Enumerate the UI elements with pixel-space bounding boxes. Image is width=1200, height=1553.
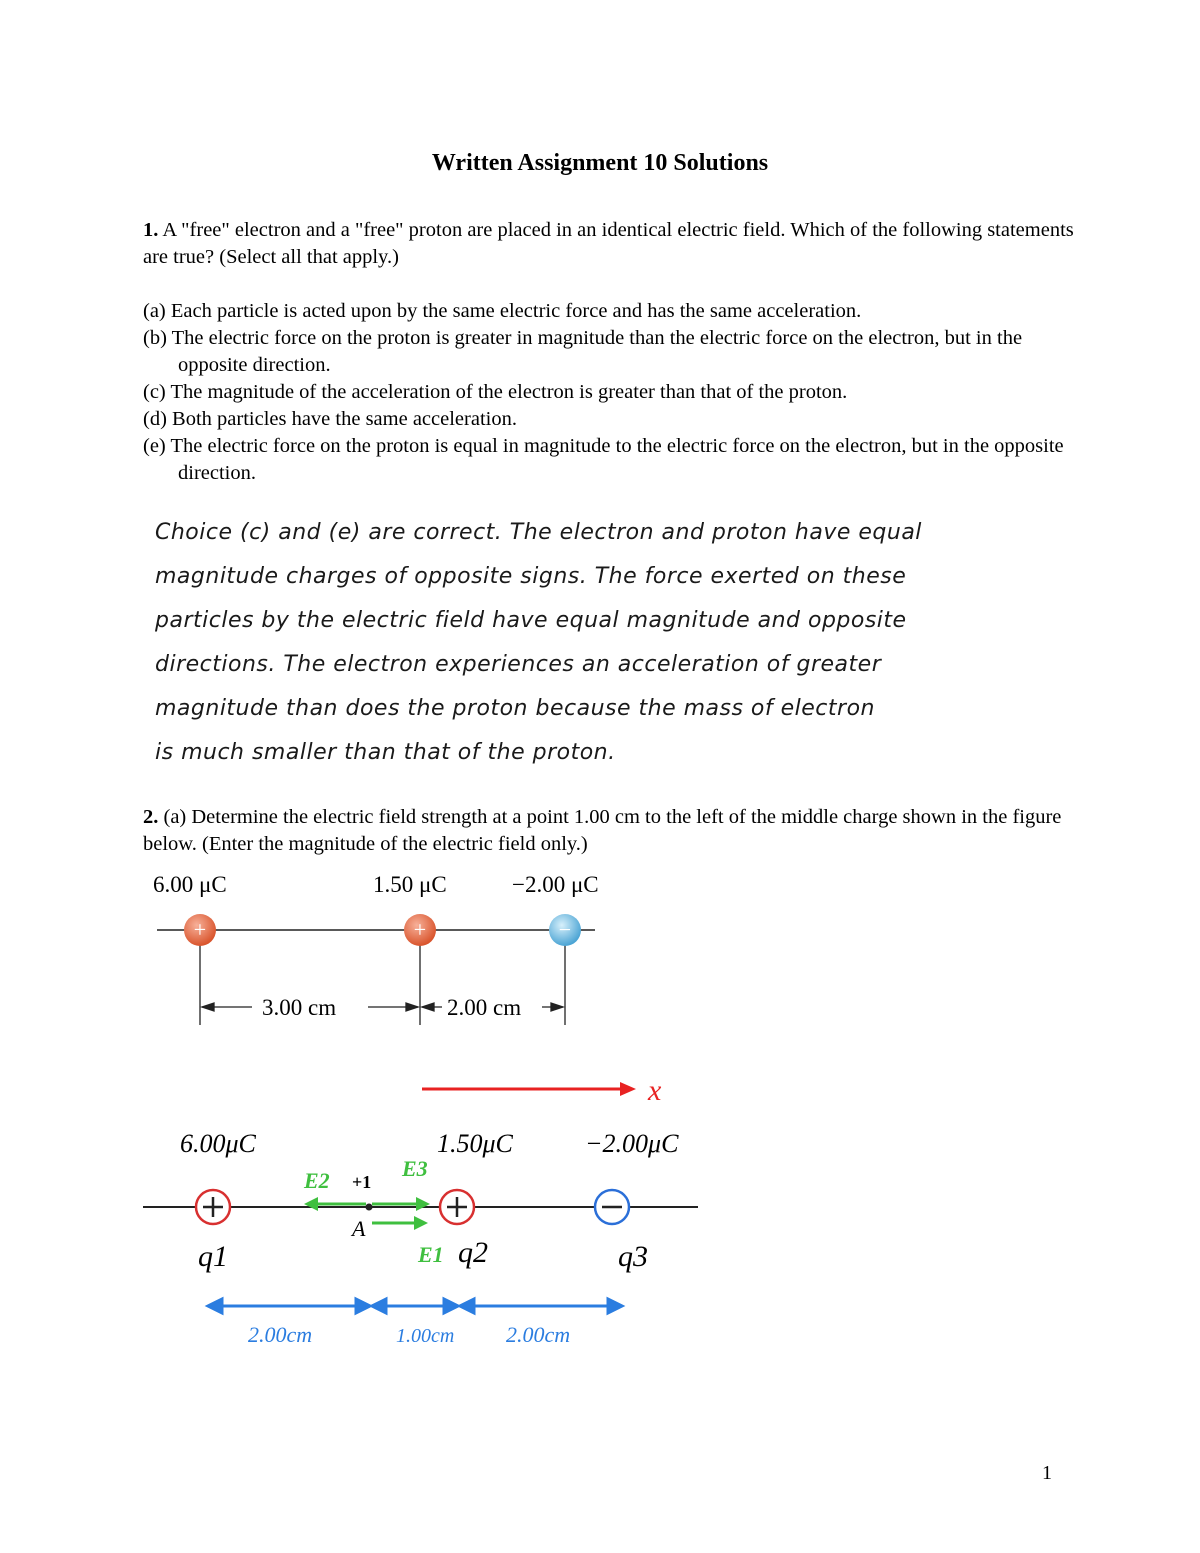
option-b: (b) The electric force on the proton is greater in magnitude than the electric force on the electron, but in the opposite direction. [143, 327, 1023, 376]
distance-label-a-q2: 1.00cm [396, 1325, 455, 1347]
option-d: (d) Both particles have the same acceleration. [143, 408, 517, 430]
distance-label-2: 2.00 cm [447, 995, 522, 1020]
q1-label: q1 [198, 1240, 228, 1273]
question-1-text: A "free" electron and a "free" proton are placed in an identical electric field. Which of the following statements are true? (Select all that apply.) [143, 219, 1074, 268]
e2-label: E2 [304, 1168, 330, 1193]
charge-diagram [140, 865, 640, 1035]
field-diagram [140, 1070, 700, 1360]
q1-circle [196, 1190, 230, 1224]
e3-arrow [372, 1197, 430, 1211]
test-charge-label: +1 [352, 1172, 372, 1192]
charge-label-3: −2.00 μC [512, 872, 599, 897]
e3-label: E3 [402, 1156, 428, 1181]
x-axis-label: x [648, 1074, 662, 1107]
positive-charge-2 [404, 914, 436, 946]
question-2 [143, 804, 1083, 858]
q3-value: −2.00μC [585, 1129, 679, 1158]
charge-label-1: 6.00 μC [153, 872, 227, 897]
option-e: (e) The electric force on the proton is equal in magnitude to the electric force on the electron, but in the opposite direction. [143, 435, 1064, 484]
negative-charge-3 [549, 914, 581, 946]
page-number: 1 [1042, 1462, 1052, 1484]
svg-text:+: + [413, 917, 427, 942]
x-axis-arrow [422, 1082, 636, 1096]
handwritten-line-2: magnitude charges of opposite signs. The force exerted on these [155, 564, 907, 589]
e2-arrow [304, 1197, 366, 1211]
handwritten-line-5: magnitude than does the proton because the mass of electron [155, 696, 875, 721]
q2-label: q2 [458, 1236, 488, 1269]
charge-label-2: 1.50 μC [373, 872, 447, 897]
handwritten-line-3: particles by the electric field have equal magnitude and opposite [155, 608, 907, 633]
option-c: (c) The magnitude of the acceleration of the electron is greater than that of the proton. [143, 381, 848, 403]
e1-arrow [372, 1216, 428, 1230]
svg-text:−: − [558, 917, 572, 942]
q2-circle [440, 1190, 474, 1224]
handwritten-line-1: Choice (c) and (e) are correct. The electron and proton have equal [155, 520, 922, 545]
q1-value: 6.00μC [180, 1129, 256, 1158]
point-a [366, 1204, 373, 1211]
svg-text:+: + [193, 917, 207, 942]
distance-arrows [208, 1299, 622, 1313]
question-1 [143, 217, 1083, 271]
option-a: (a) Each particle is acted upon by the same electric force and has the same acceleration. [143, 300, 862, 322]
handwritten-line-6: is much smaller than that of the proton. [155, 740, 616, 765]
page-title: Written Assignment 10 Solutions [431, 150, 769, 176]
point-a-label: A [352, 1216, 366, 1241]
question-1-number: 1. [143, 219, 159, 241]
question-2-number: 2. [143, 806, 159, 828]
q3-label: q3 [618, 1240, 648, 1273]
handwritten-line-4: directions. The electron experiences an acceleration of greater [155, 652, 882, 677]
question-2-text: (a) Determine the electric field strength at a point 1.00 cm to the left of the middle charge shown in the figure below. (Enter the magnitude of the electric field only.) [143, 806, 1062, 855]
e1-label: E1 [418, 1242, 444, 1267]
positive-charge-1 [184, 914, 216, 946]
q3-circle [595, 1190, 629, 1224]
distance-label-q1-a: 2.00cm [248, 1322, 313, 1347]
distance-label-1: 3.00 cm [262, 995, 337, 1020]
q2-value: 1.50μC [437, 1129, 513, 1158]
distance-label-q2-q3: 2.00cm [506, 1322, 571, 1347]
